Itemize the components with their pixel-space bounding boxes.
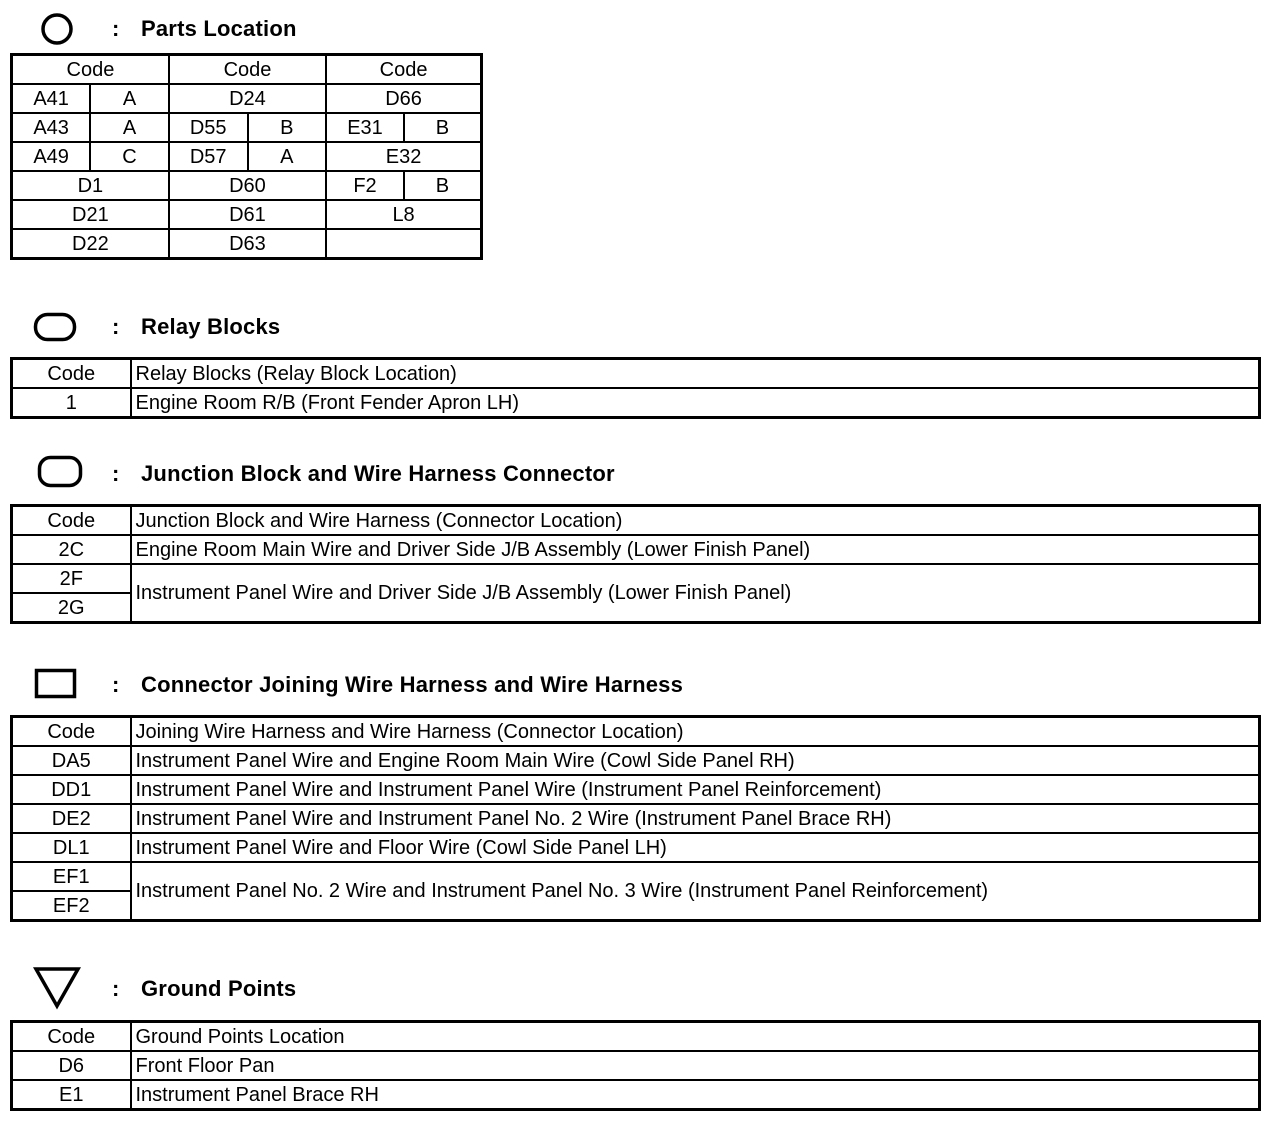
table-row bbox=[12, 1080, 1260, 1110]
table-row bbox=[12, 775, 1260, 804]
code-cell bbox=[326, 229, 481, 259]
table-row bbox=[12, 84, 482, 113]
colon: : bbox=[112, 16, 120, 41]
code-cell: A41 bbox=[12, 84, 91, 113]
table-header-row bbox=[12, 506, 1260, 536]
table-header-row bbox=[12, 55, 482, 85]
description-cell: Engine Room Main Wire and Driver Side J/B Assembly (Lower Finish Panel) bbox=[131, 535, 1260, 564]
table-header-row bbox=[12, 1022, 1260, 1052]
code-cell: EF2 bbox=[12, 891, 131, 921]
header-description: Ground Points Location bbox=[131, 1022, 1260, 1052]
table-row bbox=[12, 535, 1260, 564]
code-cell: 2G bbox=[12, 593, 131, 623]
junction-block-heading bbox=[0, 455, 1280, 491]
rounded-rectangle-icon bbox=[37, 455, 85, 489]
header-code: Code bbox=[12, 1022, 131, 1052]
code-cell: 1 bbox=[12, 388, 131, 418]
description-cell: Instrument Panel Wire and Engine Room Main Wire (Cowl Side Panel RH) bbox=[131, 746, 1260, 775]
header-code: Code bbox=[12, 506, 131, 536]
description-cell: Instrument Panel Brace RH bbox=[131, 1080, 1260, 1110]
code-cell: A bbox=[90, 113, 169, 142]
section-title: Relay Blocks bbox=[141, 314, 281, 339]
code-cell: A bbox=[90, 84, 169, 113]
code-cell: A bbox=[248, 142, 327, 171]
rectangle-icon bbox=[34, 668, 78, 700]
section-title: Connector Joining Wire Harness and Wire Harness bbox=[141, 672, 684, 697]
parts-location-table bbox=[10, 53, 483, 260]
section-title: Ground Points bbox=[141, 976, 297, 1001]
code-cell: A43 bbox=[12, 113, 91, 142]
code-cell: D55 bbox=[169, 113, 248, 142]
relay-blocks-table bbox=[10, 357, 1261, 419]
table-row bbox=[12, 200, 482, 229]
connector-heading bbox=[0, 666, 1280, 702]
table-row bbox=[12, 804, 1260, 833]
code-cell: D22 bbox=[12, 229, 169, 259]
colon: : bbox=[112, 672, 120, 697]
description-cell: Instrument Panel Wire and Driver Side J/B Assembly (Lower Finish Panel) bbox=[131, 564, 1260, 623]
code-cell: D1 bbox=[12, 171, 169, 200]
code-cell: D66 bbox=[326, 84, 481, 113]
code-cell: DL1 bbox=[12, 833, 131, 862]
description-cell: Engine Room R/B (Front Fender Apron LH) bbox=[131, 388, 1260, 418]
parts-location-heading bbox=[0, 10, 1280, 46]
code-cell: 2C bbox=[12, 535, 131, 564]
colon: : bbox=[112, 976, 120, 1001]
description-cell: Instrument Panel Wire and Instrument Panel No. 2 Wire (Instrument Panel Brace RH) bbox=[131, 804, 1260, 833]
rounded-rectangle-icon bbox=[33, 312, 77, 342]
code-cell: DE2 bbox=[12, 804, 131, 833]
code-cell: DA5 bbox=[12, 746, 131, 775]
triangle-down-icon bbox=[33, 966, 81, 1010]
header-description: Joining Wire Harness and Wire Harness (Connector Location) bbox=[131, 717, 1260, 747]
header-code: Code bbox=[169, 55, 326, 85]
section-title: Junction Block and Wire Harness Connector bbox=[141, 461, 615, 486]
code-cell: E1 bbox=[12, 1080, 131, 1110]
code-cell: L8 bbox=[326, 200, 481, 229]
table-row bbox=[12, 1051, 1260, 1080]
relay-blocks-heading bbox=[0, 308, 1280, 344]
code-cell: B bbox=[404, 171, 482, 200]
table-row bbox=[12, 388, 1260, 418]
code-cell: 2F bbox=[12, 564, 131, 593]
table-row bbox=[12, 229, 482, 259]
code-cell: D63 bbox=[169, 229, 326, 259]
header-code: Code bbox=[12, 717, 131, 747]
table-row bbox=[12, 142, 482, 171]
code-cell: D6 bbox=[12, 1051, 131, 1080]
description-cell: Front Floor Pan bbox=[131, 1051, 1260, 1080]
code-cell: D21 bbox=[12, 200, 169, 229]
junction-block-table bbox=[10, 504, 1261, 624]
table-row bbox=[12, 171, 482, 200]
code-cell: E31 bbox=[326, 113, 404, 142]
colon: : bbox=[112, 461, 120, 486]
code-cell: C bbox=[90, 142, 169, 171]
code-cell: E32 bbox=[326, 142, 481, 171]
section-title: Parts Location bbox=[141, 16, 297, 41]
header-code: Code bbox=[12, 359, 131, 389]
code-cell: D57 bbox=[169, 142, 248, 171]
code-cell: DD1 bbox=[12, 775, 131, 804]
table-row bbox=[12, 833, 1260, 862]
code-cell: B bbox=[248, 113, 327, 142]
code-cell: F2 bbox=[326, 171, 404, 200]
ground-points-table bbox=[10, 1020, 1261, 1111]
table-header-row bbox=[12, 717, 1260, 747]
table-header-row bbox=[12, 359, 1260, 389]
table-row bbox=[12, 113, 482, 142]
header-description: Relay Blocks (Relay Block Location) bbox=[131, 359, 1260, 389]
table-row bbox=[12, 564, 1260, 593]
code-cell: D61 bbox=[169, 200, 326, 229]
header-description: Junction Block and Wire Harness (Connector Location) bbox=[131, 506, 1260, 536]
header-code: Code bbox=[326, 55, 481, 85]
circle-icon bbox=[40, 12, 74, 46]
code-cell: A49 bbox=[12, 142, 91, 171]
header-code: Code bbox=[12, 55, 169, 85]
description-cell: Instrument Panel No. 2 Wire and Instrument Panel No. 3 Wire (Instrument Panel Reinforcement) bbox=[131, 862, 1260, 921]
ground-points-heading bbox=[0, 966, 1280, 1002]
colon: : bbox=[112, 314, 120, 339]
code-cell: D60 bbox=[169, 171, 326, 200]
description-cell: Instrument Panel Wire and Floor Wire (Cowl Side Panel LH) bbox=[131, 833, 1260, 862]
description-cell: Instrument Panel Wire and Instrument Panel Wire (Instrument Panel Reinforcement) bbox=[131, 775, 1260, 804]
code-cell: EF1 bbox=[12, 862, 131, 891]
code-cell: D24 bbox=[169, 84, 326, 113]
table-row bbox=[12, 746, 1260, 775]
code-cell: B bbox=[404, 113, 482, 142]
table-row bbox=[12, 862, 1260, 891]
connector-table bbox=[10, 715, 1261, 922]
